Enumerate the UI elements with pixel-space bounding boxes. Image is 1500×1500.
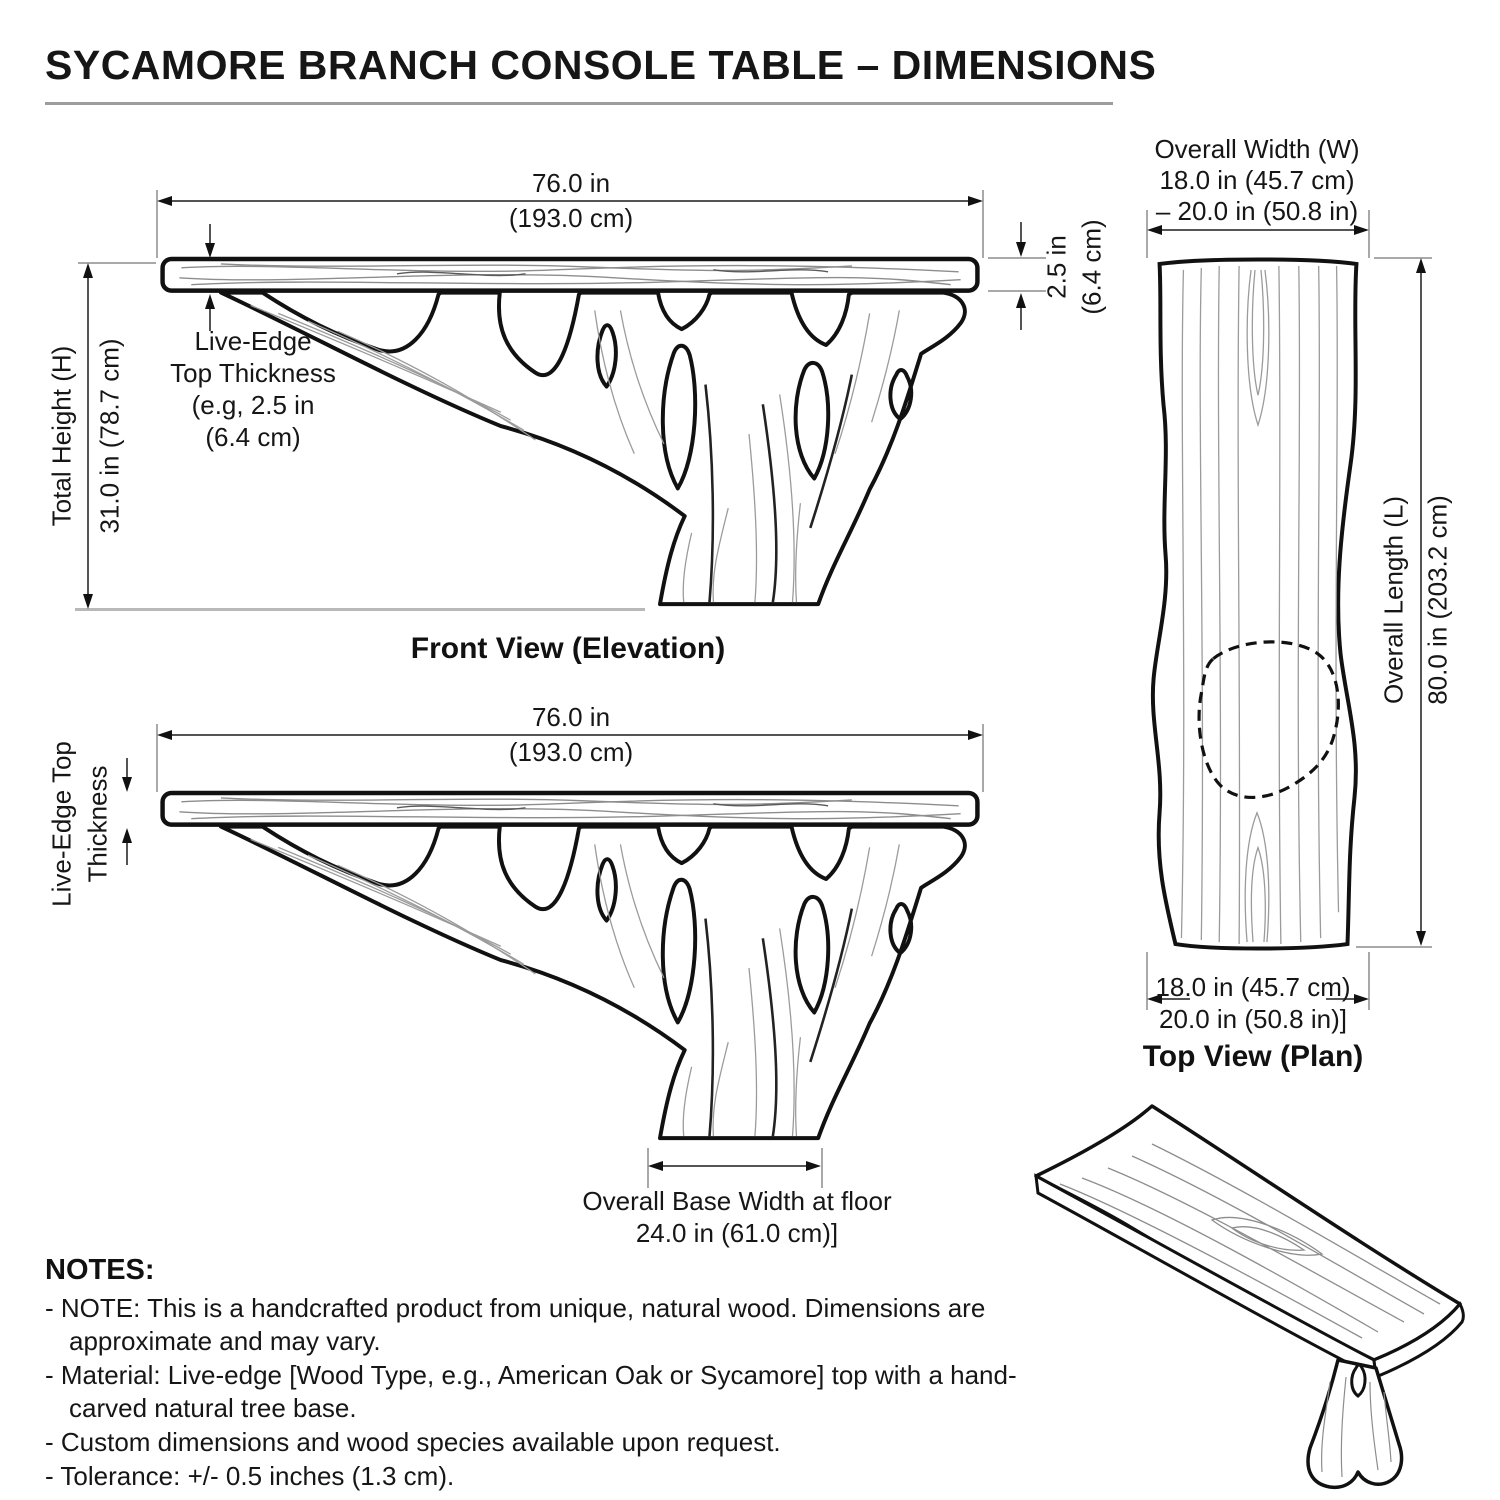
notes-heading: NOTES: <box>45 1254 155 1286</box>
base-width-arrow-left-icon <box>648 1161 663 1171</box>
base-width-value: 24.0 in (61.0 cm)] <box>635 1218 839 1248</box>
thickness-ext-top <box>988 257 1046 259</box>
side-thickness-arrow-down-icon <box>122 777 132 792</box>
front-width-value: 76.0 in <box>531 168 611 198</box>
perspective-view-drawing <box>1012 1092 1477 1492</box>
plan-width-label: Overall Width (W) <box>1154 134 1360 164</box>
base-width-label: Overall Base Width at floor <box>582 1186 892 1216</box>
side-view-drawing <box>155 790 985 1146</box>
side-width-arrow-left-icon <box>157 730 172 740</box>
live-edge-note-2: Top Thickness <box>170 358 336 388</box>
plan-length-value: 80.0 in (203.2 cm) <box>1422 495 1453 705</box>
top-view-caption: Top View (Plan) <box>1142 1040 1364 1073</box>
base-width-ext-right <box>821 1148 823 1188</box>
thickness-arrow-up-icon <box>1016 293 1026 308</box>
plan-length-arrow-up-icon <box>1416 258 1426 273</box>
note-item-3: - Custom dimensions and wood species available upon request. <box>45 1427 781 1457</box>
plan-width-range: – 20.0 in (50.8 in) <box>1155 196 1359 226</box>
title-underline <box>45 102 1113 105</box>
plan-length-arrow-down-icon <box>1416 931 1426 946</box>
side-width-metric: (193.0 cm) <box>508 737 634 767</box>
note-item-2: - Material: Live-edge [Wood Type, e.g., American Oak or Sycamore] top with a hand-carved natural tree base. <box>45 1360 1017 1423</box>
front-width-dim-line <box>172 200 968 202</box>
plan-width-dim-line <box>1162 229 1354 231</box>
thickness-callout-arrow-down-icon <box>205 243 215 258</box>
base-width-dim-line <box>663 1165 807 1167</box>
side-thickness-arrow-up-icon <box>122 828 132 843</box>
plan-bottom-width-value: 18.0 in (45.7 cm) <box>1155 972 1351 1002</box>
thickness-arrow-down-icon <box>1016 242 1026 257</box>
front-width-arrow-left-icon <box>157 196 172 206</box>
page-title: SYCAMORE BRANCH CONSOLE TABLE – DIMENSIONS <box>45 42 1157 88</box>
note-item-4: - Tolerance: +/- 0.5 inches (1.3 cm). <box>45 1461 455 1491</box>
height-value: 31.0 in (78.7 cm) <box>94 338 125 534</box>
plan-width-value: 18.0 in (45.7 cm) <box>1159 165 1355 195</box>
top-view-drawing <box>1143 256 1373 952</box>
plan-bottom-arrow-right-icon <box>1354 994 1369 1004</box>
side-width-arrow-right-icon <box>968 730 983 740</box>
thickness-dim-line-top <box>1020 222 1022 242</box>
live-edge-note-3: (e.g, 2.5 in <box>191 390 315 420</box>
thickness-callout-arrow-up-icon <box>205 294 215 309</box>
height-dim-line <box>87 278 89 595</box>
plan-width-arrow-right-icon <box>1354 225 1369 235</box>
height-arrow-up-icon <box>83 263 93 278</box>
notes-list <box>45 1292 1050 1494</box>
plan-bottom-width-range: 20.0 in (50.8 in)] <box>1159 1004 1347 1034</box>
thickness-ext-bottom <box>988 290 1046 292</box>
front-width-metric: (193.0 cm) <box>508 203 634 233</box>
side-thickness-line-top <box>126 758 128 778</box>
plan-width-arrow-left-icon <box>1147 225 1162 235</box>
note-item-1: - NOTE: This is a handcrafted product from unique, natural wood. Dimensions are approximate and may vary. <box>45 1293 986 1356</box>
side-thickness-line-bottom <box>126 843 128 865</box>
front-width-arrow-right-icon <box>968 196 983 206</box>
ground-line <box>75 608 645 611</box>
live-edge-note-1: Live-Edge <box>194 326 312 356</box>
thickness-callout-line-top <box>209 224 211 244</box>
front-view-caption: Front View (Elevation) <box>410 632 726 665</box>
side-thickness-label-1: Live-Edge Top <box>46 741 77 907</box>
live-edge-note-4: (6.4 cm) <box>205 422 301 452</box>
plan-length-ext-bottom <box>1356 946 1432 948</box>
thickness-dim-line-bottom <box>1020 308 1022 330</box>
plan-length-label: Overall Length (L) <box>1378 495 1409 705</box>
height-label: Total Height (H) <box>46 345 77 527</box>
side-thickness-label-2: Thickness <box>82 765 113 883</box>
side-width-dim-line <box>172 734 968 736</box>
height-arrow-down-icon <box>83 594 93 609</box>
base-width-arrow-right-icon <box>806 1161 821 1171</box>
thickness-metric: (6.4 cm) <box>1076 219 1107 315</box>
thickness-value: 2.5 in <box>1041 235 1072 299</box>
side-width-value: 76.0 in <box>531 702 611 732</box>
